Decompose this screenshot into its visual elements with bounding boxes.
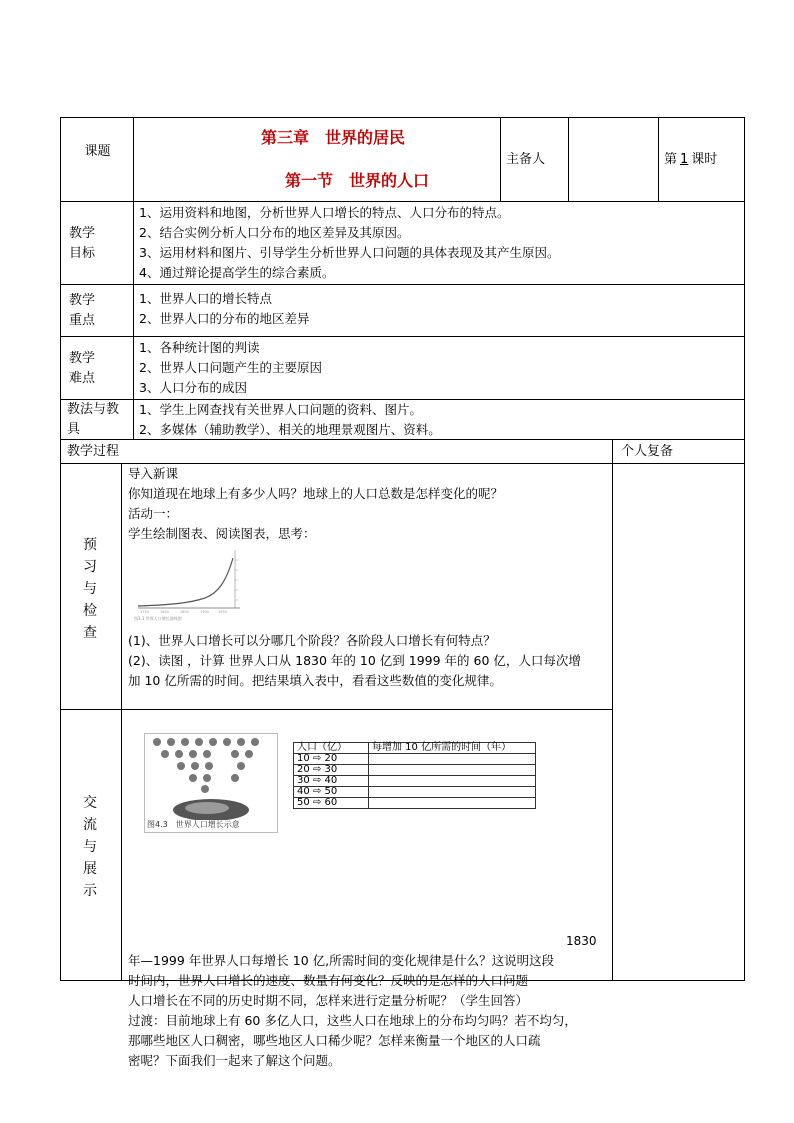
growth-time-header-right: 每增加 10 亿所需的时间（年） <box>369 743 536 754</box>
preview-line: 导入新课 <box>128 466 179 481</box>
growth-time-table <box>293 742 536 809</box>
key-points-label-cell <box>60 284 133 336</box>
chapter-title: 第三章 世界的居民 <box>261 128 406 147</box>
personal-label: 个人复备 <box>621 444 674 459</box>
table-row <box>294 765 536 776</box>
methods-label-cell <box>60 399 133 439</box>
growth-range-cell: 40 ⇨ 50 <box>294 787 369 798</box>
growth-time-cell[interactable] <box>369 754 536 765</box>
difficulty-item: 1、各种统计图的判读 <box>139 340 260 355</box>
growth-time-table-header <box>294 743 536 754</box>
lesson-plan-table <box>60 117 745 1068</box>
preview-side-char: 习 <box>83 559 97 575</box>
table-row <box>294 798 536 809</box>
population-growth-illustration <box>145 734 277 820</box>
svg-text:1950: 1950 <box>218 610 227 614</box>
section-title: 第一节 世界的人口 <box>285 171 430 190</box>
exchange-line: 那哪些地区人口稠密，哪些地区人口稀少呢？怎样来衡量一个地区的人口疏 <box>128 1033 541 1048</box>
preview-question: 加 10 亿所需的时间。把结果填入表中，看看这些数值的变化规律。 <box>128 673 502 688</box>
lesson-count <box>664 150 717 170</box>
goal-item: 1、运用资料和地图，分析世界人口增长的特点、人口分布的特点。 <box>139 205 510 220</box>
goals-label-line2: 目标 <box>69 246 96 261</box>
exchange-line: 时间内，世界人口增长的速度、数量有何变化？反映的是怎样的人口问题 <box>128 973 529 988</box>
preview-side-char: 检 <box>83 603 97 619</box>
growth-time-cell[interactable] <box>369 765 536 776</box>
lesson-number: 1 <box>680 152 689 167</box>
preview-question: (1)、世界人口增长可以分哪几个阶段？各阶段人口增长有何特点？ <box>128 633 496 648</box>
population-growth-figure <box>144 733 278 833</box>
population-curve-graph <box>130 546 250 618</box>
growth-time-header-left: 人口（亿） <box>294 743 369 754</box>
lesson-count-cell <box>658 117 745 201</box>
population-curve-caption: 图3.1 世界人口增长曲线图 <box>134 616 182 621</box>
goals-content <box>133 201 745 284</box>
svg-text:1800: 1800 <box>160 610 169 614</box>
exchange-side-char: 流 <box>83 817 97 833</box>
personal-notes-bottom <box>612 709 745 981</box>
preview-line: 你知道现在地球上有多少人吗？地球上的人口总数是怎样变化的呢？ <box>128 486 504 501</box>
preview-side-char: 查 <box>83 625 97 641</box>
difficulty-item: 2、世界人口问题产生的主要原因 <box>139 360 322 375</box>
goals-label-cell <box>60 201 133 284</box>
goal-item: 3、运用材料和图片、引导学生分析世界人口问题的具体表现及其产生原因。 <box>139 245 560 260</box>
key-point-item: 2、世界人口的分布的地区差异 <box>139 311 310 326</box>
key-points-label-line1: 教学 <box>69 293 96 308</box>
goals-label-line1: 教学 <box>69 226 96 241</box>
goal-item: 4、通过辩论提高学生的综合素质。 <box>139 265 335 280</box>
process-label: 教学过程 <box>67 444 120 459</box>
growth-time-cell[interactable] <box>369 798 536 809</box>
key-points-content <box>133 284 745 336</box>
method-item: 2、多媒体（辅助教学）、相关的地理景观图片、资料。 <box>139 422 441 437</box>
preview-content <box>121 463 612 709</box>
exchange-side-char: 与 <box>83 839 97 855</box>
preview-side-char: 预 <box>83 537 97 553</box>
methods-content <box>133 399 745 439</box>
lesson-plan-page <box>60 117 745 1068</box>
difficulties-label-line1: 教学 <box>69 351 96 366</box>
exchange-text <box>128 951 610 1071</box>
preview-line: 活动一： <box>128 506 179 521</box>
growth-time-cell[interactable] <box>369 776 536 787</box>
method-item: 1、学生上网查找有关世界人口问题的资料、图片。 <box>139 402 422 417</box>
goal-item: 2、结合实例分析人口分布的地区差异及其原因。 <box>139 225 410 240</box>
key-point-item: 1、世界人口的增长特点 <box>139 291 272 306</box>
exchange-line: 过渡：目前地球上有 60 多亿人口，这些人口在地球上的分布均匀吗？若不均匀， <box>128 1013 577 1028</box>
preparer-label: 主备人 <box>506 152 546 167</box>
exchange-line: 密呢？下面我们一起来了解这个问题。 <box>128 1053 341 1068</box>
table-row <box>294 776 536 787</box>
lesson-prefix: 第 <box>664 152 678 167</box>
lesson-suffix: 课时 <box>691 152 718 167</box>
title-cell <box>133 117 500 201</box>
growth-range-cell: 10 ⇨ 20 <box>294 754 369 765</box>
difficulties-label-cell <box>60 336 133 399</box>
key-points-label-line2: 重点 <box>69 313 96 328</box>
growth-time-cell[interactable] <box>369 787 536 798</box>
year-note: 1830 <box>566 934 597 948</box>
difficulties-content <box>133 336 745 399</box>
growth-range-cell: 30 ⇨ 40 <box>294 776 369 787</box>
exchange-side-char: 示 <box>83 883 97 899</box>
population-growth-caption: 图4.3 世界人口增长示意 <box>147 820 240 829</box>
preview-line: 学生绘制图表、阅读图表，思考： <box>128 526 316 541</box>
growth-range-cell: 50 ⇨ 60 <box>294 798 369 809</box>
methods-label-line2: 具 <box>67 422 81 437</box>
preparer-value-cell <box>568 117 658 201</box>
svg-text:1750: 1750 <box>140 610 149 614</box>
growth-range-cell: 20 ⇨ 30 <box>294 765 369 776</box>
growth-time-table-wrapper <box>293 742 536 809</box>
topic-label: 课题 <box>84 144 111 159</box>
exchange-side-cell <box>60 709 121 981</box>
table-row <box>294 754 536 765</box>
table-row <box>294 787 536 798</box>
topic-label-cell <box>60 117 133 201</box>
population-curve-figure <box>130 546 250 626</box>
svg-text:1850: 1850 <box>180 610 189 614</box>
svg-text:1900: 1900 <box>200 610 209 614</box>
personal-label-cell <box>612 439 745 463</box>
exchange-side-char: 交 <box>83 795 97 811</box>
exchange-line: 年—1999 年世界人口每增长 10 亿,所需时间的变化规律是什么？这说明这段 <box>128 953 555 968</box>
preview-side-cell <box>60 463 121 709</box>
preview-side-char: 与 <box>83 581 97 597</box>
difficulty-item: 3、人口分布的成因 <box>139 380 247 395</box>
preparer-label-cell <box>500 117 568 201</box>
methods-label-line1: 教法与教 <box>67 402 120 417</box>
exchange-content <box>121 709 612 1068</box>
difficulties-label-line2: 难点 <box>69 371 96 386</box>
process-label-cell <box>60 439 612 463</box>
exchange-side-char: 展 <box>83 861 97 877</box>
exchange-line: 人口增长在不同的历史时期不同，怎样来进行定量分析呢？（学生回答） <box>128 993 529 1008</box>
preview-question: (2)、读图 ，计算 世界人口从 1830 年的 10 亿到 1999 年的 60 亿，人口每次增 <box>128 653 581 668</box>
